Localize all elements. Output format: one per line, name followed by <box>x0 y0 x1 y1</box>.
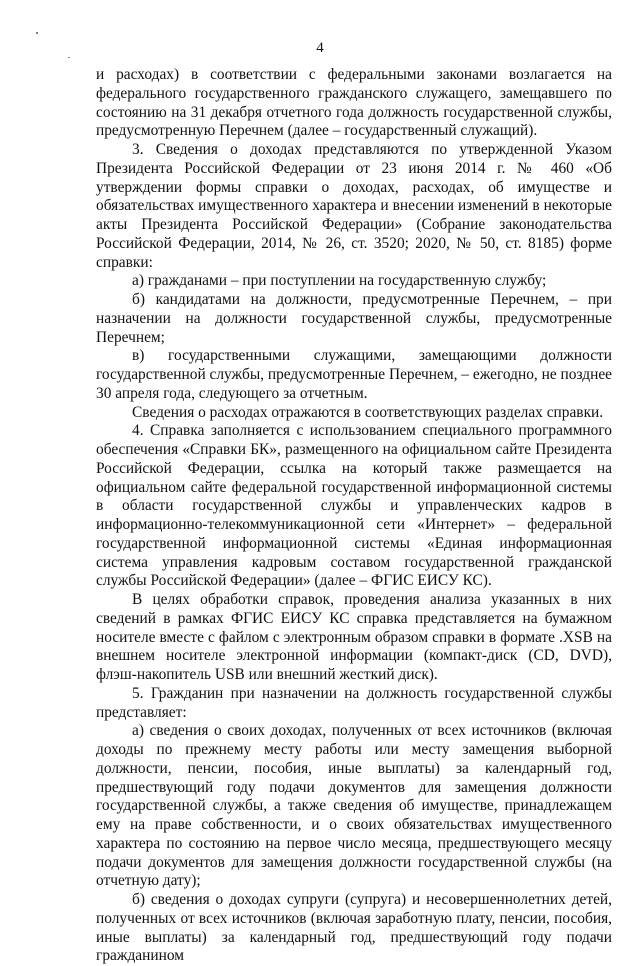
paragraph: и расходах) в соответствии с федеральными законами возлагается на федерального государственного гражданского служащего, замещавшего по состоянию на 31 декабря отчетного года должность государственной службы, предусмотренную Перечнем (далее – государственный служащий). <box>96 66 612 140</box>
paragraph: 3. Сведения о доходах представляются по утвержденной Указом Президента Российской Федерации от 23 июня 2014 г. № 460 «Об утверждении формы справки о доходах, расходах, об имуществе и обязательствах имущественного характера и внесении изменений в некоторые акты Президента Российской Федерации» (Собрание законодательства Российской Федерации, 2014, № 26, ст. 3520; 2020, № 50, ст. 8185) форме справки: <box>96 141 612 271</box>
paragraph: 5. Гражданин при назначении на должность государственной службы представляет: <box>96 684 612 721</box>
page-number: 4 <box>316 40 324 56</box>
paragraph: Сведения о расходах отражаются в соответствующих разделах справки. <box>132 403 604 421</box>
paragraph: В целях обработки справок, проведения анализа указанных в них сведений в рамках ФГИС ЕИСУ КС справка представляется на бумажном носителе вместе с файлом с электронным образом справки в формате .XSB на внешнем носителе электронной информации (компакт-диск (CD, DVD), флэш-накопитель USB или внешний жесткий диск). <box>96 591 612 683</box>
paragraph: а) сведения о своих доходах, полученных от всех источников (включая доходы по прежнему месту работы или месту замещения выборной должности, пенсии, пособия, иные выплаты) за календарный год, предшествующий году подачи документов для замещения должности государственной службы, а также сведения об имуществе, принадлежащем ему на праве собственности, и о своих обязательствах имущественного характера по состоянию на первое число месяца, предшествующего месяцу подачи документов для замещения должности государственной службы (на отчетную дату); <box>96 722 612 890</box>
paragraph: 4. Справка заполняется с использованием специального программного обеспечения «Справки БК», размещенного на официальном сайте Президента Российской Федерации, ссылка на который также размещается на официальном сайте федеральной государственной информационной системы в области государственной службы и управленческих кадров в информационно-телекоммуникационной сети «Интернет» – федеральной государственной информационной системы «Единая информационная система управления кадровым составом государственной гражданской службы Российской Федерации» (далее – ФГИС ЕИСУ КС). <box>96 422 612 590</box>
document-body <box>96 66 612 966</box>
scan-speck <box>36 32 38 34</box>
paragraph: а) гражданами – при поступлении на государственную службу; <box>132 272 547 290</box>
scan-speck <box>68 57 70 58</box>
paragraph: б) сведения о доходах супруги (супруга) и несовершеннолетних детей, полученных от всех источников (включая заработную плату, пенсии, пособия, иные выплаты) за календарный год, предшествующий году подачи гражданином <box>96 891 612 965</box>
paragraph: в) государственными служащими, замещающими должности государственной службы, предусмотренные Перечнем, – ежегодно, не позднее 30 апреля года, следующего за отчетным. <box>96 347 612 402</box>
paragraph: б) кандидатами на должности, предусмотренные Перечнем, – при назначении на должности государственной службы, предусмотренные Перечнем; <box>96 291 612 346</box>
